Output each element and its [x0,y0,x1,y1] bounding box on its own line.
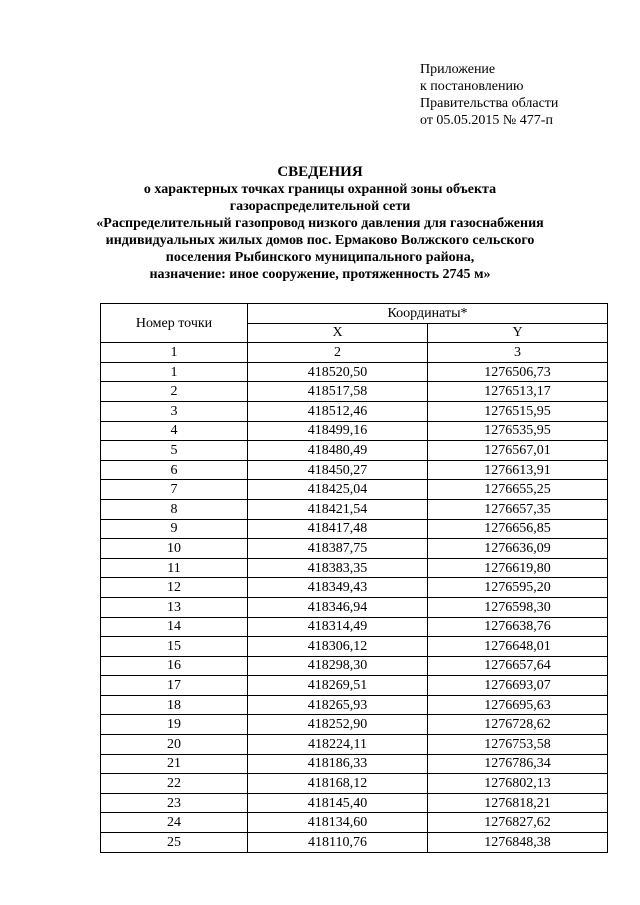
table-row [101,754,608,774]
point-number-cell: 8 [101,499,248,519]
point-number-cell: 2 [101,382,248,402]
x-coordinate-cell: 418499,16 [248,421,428,441]
y-coordinate-cell: 1276613,91 [428,460,608,480]
header-point-number: Номер точки [101,304,248,343]
y-coordinate-cell: 1276636,09 [428,539,608,559]
coordinates-table [100,303,608,853]
x-coordinate-cell: 418349,43 [248,578,428,598]
y-coordinate-cell: 1276753,58 [428,735,608,755]
x-coordinate-cell: 418512,46 [248,401,428,421]
y-coordinate-cell: 1276619,80 [428,558,608,578]
x-coordinate-cell: 418252,90 [248,715,428,735]
x-coordinate-cell: 418134,60 [248,813,428,833]
table-row [101,637,608,657]
table-row [101,695,608,715]
y-coordinate-cell: 1276786,34 [428,754,608,774]
header-y: Y [428,323,608,343]
table-body [101,362,608,852]
column-number: 3 [428,343,608,363]
table-row [101,401,608,421]
table-row [101,558,608,578]
x-coordinate-cell: 418417,48 [248,519,428,539]
y-coordinate-cell: 1276655,25 [428,480,608,500]
table-row [101,499,608,519]
point-number-cell: 19 [101,715,248,735]
column-number-row [101,343,608,363]
table-row [101,539,608,559]
y-coordinate-cell: 1276656,85 [428,519,608,539]
x-coordinate-cell: 418306,12 [248,637,428,657]
x-coordinate-cell: 418387,75 [248,539,428,559]
x-coordinate-cell: 418421,54 [248,499,428,519]
x-coordinate-cell: 418110,76 [248,833,428,853]
table-row [101,362,608,382]
y-coordinate-cell: 1276728,62 [428,715,608,735]
title-line: газораспределительной сети [229,199,411,214]
x-coordinate-cell: 418383,35 [248,558,428,578]
x-coordinate-cell: 418425,04 [248,480,428,500]
y-coordinate-cell: 1276657,35 [428,499,608,519]
title-line: поселения Рыбинского муниципального района, [165,250,475,265]
title-line: о характерных точках границы охранной зоны объекта [143,182,497,197]
table-row [101,774,608,794]
y-coordinate-cell: 1276848,38 [428,833,608,853]
table-row [101,519,608,539]
appendix-date-number: от 05.05.2015 № 477-п [420,113,553,128]
x-coordinate-cell: 418224,11 [248,735,428,755]
x-coordinate-cell: 418346,94 [248,597,428,617]
table-row [101,715,608,735]
y-coordinate-cell: 1276567,01 [428,441,608,461]
header-coordinates: Координаты* [248,304,608,324]
x-coordinate-cell: 418517,58 [248,382,428,402]
table-row [101,833,608,853]
y-coordinate-cell: 1276638,76 [428,617,608,637]
x-coordinate-cell: 418450,27 [248,460,428,480]
x-coordinate-cell: 418168,12 [248,774,428,794]
appendix-line: Приложение [420,62,496,77]
y-coordinate-cell: 1276535,95 [428,421,608,441]
point-number-cell: 10 [101,539,248,559]
y-coordinate-cell: 1276648,01 [428,637,608,657]
point-number-cell: 5 [101,441,248,461]
point-number-cell: 21 [101,754,248,774]
table-row [101,735,608,755]
table-row [101,382,608,402]
point-number-cell: 1 [101,362,248,382]
table-row [101,460,608,480]
point-number-cell: 3 [101,401,248,421]
x-coordinate-cell: 418265,93 [248,695,428,715]
y-coordinate-cell: 1276598,30 [428,597,608,617]
point-number-cell: 22 [101,774,248,794]
point-number-cell: 12 [101,578,248,598]
point-number-cell: 24 [101,813,248,833]
y-coordinate-cell: 1276595,20 [428,578,608,598]
appendix-line: к постановлению [420,79,524,94]
title-line: индивидуальных жилых домов пос. Ермаково Волжского сельского [105,233,535,248]
y-coordinate-cell: 1276695,63 [428,695,608,715]
y-coordinate-cell: 1276818,21 [428,793,608,813]
table-row [101,578,608,598]
point-number-cell: 25 [101,833,248,853]
point-number-cell: 9 [101,519,248,539]
table-row [101,597,608,617]
y-coordinate-cell: 1276657,64 [428,656,608,676]
point-number-cell: 23 [101,793,248,813]
point-number-cell: 13 [101,597,248,617]
table-row [101,676,608,696]
point-number-cell: 11 [101,558,248,578]
point-number-cell: 4 [101,421,248,441]
point-number-cell: 14 [101,617,248,637]
y-coordinate-cell: 1276513,17 [428,382,608,402]
x-coordinate-cell: 418186,33 [248,754,428,774]
point-number-cell: 6 [101,460,248,480]
title-line: «Распределительный газопровод низкого давления для газоснабжения [96,216,544,231]
y-coordinate-cell: 1276515,95 [428,401,608,421]
table-row [101,480,608,500]
point-number-cell: 17 [101,676,248,696]
title-line: назначение: иное сооружение, протяженность 2745 м» [149,267,491,282]
point-number-cell: 18 [101,695,248,715]
y-coordinate-cell: 1276693,07 [428,676,608,696]
x-coordinate-cell: 418269,51 [248,676,428,696]
point-number-cell: 16 [101,656,248,676]
point-number-cell: 20 [101,735,248,755]
table-row [101,441,608,461]
document-title [90,164,550,283]
table-row [101,656,608,676]
point-number-cell: 7 [101,480,248,500]
table-row [101,421,608,441]
table-row [101,793,608,813]
table-header-row [101,304,608,324]
point-number-cell: 15 [101,637,248,657]
x-coordinate-cell: 418520,50 [248,362,428,382]
appendix-line: Правительства области [420,96,559,111]
header-x: X [248,323,428,343]
title-heading: СВЕДЕНИЯ [277,164,363,180]
column-number: 1 [101,343,248,363]
column-number: 2 [248,343,428,363]
table-row [101,813,608,833]
x-coordinate-cell: 418145,40 [248,793,428,813]
x-coordinate-cell: 418480,49 [248,441,428,461]
y-coordinate-cell: 1276802,13 [428,774,608,794]
y-coordinate-cell: 1276506,73 [428,362,608,382]
appendix-note [420,61,558,129]
y-coordinate-cell: 1276827,62 [428,813,608,833]
table-row [101,617,608,637]
x-coordinate-cell: 418298,30 [248,656,428,676]
x-coordinate-cell: 418314,49 [248,617,428,637]
